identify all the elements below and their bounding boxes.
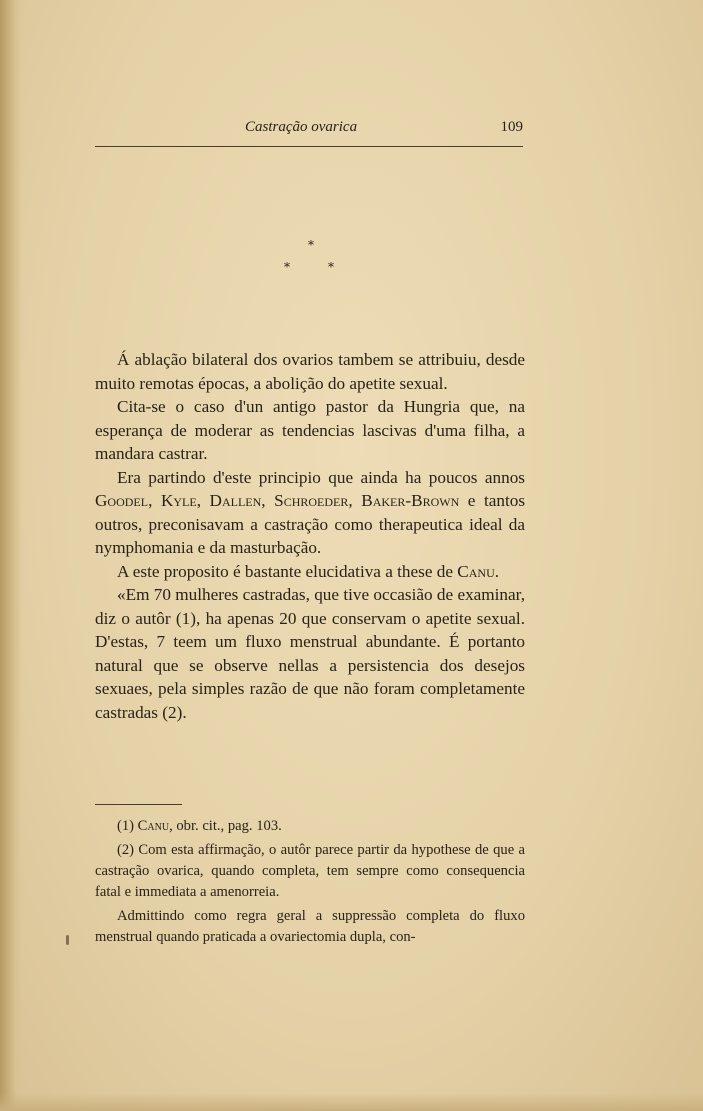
footnote-rule — [95, 804, 182, 805]
author-name: Goodel — [95, 491, 149, 510]
paragraph-1: Á ablação bilateral dos ovarios tambem se attribuiu, desde muito remotas épocas, a abolição do apetite sexual. — [95, 350, 525, 393]
ink-smudge — [66, 935, 69, 945]
author-name: Canu — [457, 561, 495, 581]
running-title: Castração ovarica — [245, 119, 358, 135]
paragraph-3: Era partindo d'este principio que ainda ha poucos annos Goodel, Kyle, Dallen, Schroeder, Baker-Brown e tantos outros, preconisavam a castração como therapeutica ideal da nymphomania e da masturbação. — [95, 467, 526, 557]
body-text — [95, 348, 525, 724]
paragraph-2: Cita-se o caso d'un antigo pastor da Hungria que, na esperança de moderar as tendencias lascivas d'uma filha, a mandara castrar. — [95, 397, 525, 463]
footnote-1 — [95, 816, 525, 837]
author-name: Dallen — [209, 491, 262, 510]
footnotes — [95, 816, 525, 948]
footnote-3: Admittindo como regra geral a suppressão completa do fluxo menstrual quando praticada a ovariectomia dupla, con- — [95, 908, 525, 945]
author-name: Baker-Brown — [361, 491, 460, 510]
asterism-star-left: * — [284, 260, 290, 274]
page-bottom-edge — [0, 1093, 703, 1111]
footnote-2: (2) Com esta affirmação, o autôr parece partir da hypothese de que a castração ovarica, quando completa, tem sempre como consequencia fatal e immediata a amenorreia. — [95, 842, 525, 900]
asterism-star-right: * — [328, 260, 334, 274]
section-break-asterism — [270, 238, 350, 278]
author-name: Kyle — [160, 491, 197, 510]
footnote-1-mark: (1) — [117, 818, 138, 834]
footnote-1-text: , obr. cit., pag. 103. — [169, 818, 282, 834]
paragraph-4-end: . — [494, 561, 500, 581]
page-header — [95, 119, 523, 143]
header-rule — [95, 146, 523, 147]
paragraph-4 — [95, 560, 525, 584]
paragraph-3-start: Era partindo d'este principio que ainda ha poucos annos — [117, 467, 525, 487]
paragraph-4-start: A este proposito é bastante elucidativa a these de — [117, 561, 458, 581]
page-number: 109 — [500, 119, 523, 135]
paragraph-5: «Em 70 mulheres castradas, que tive occasião de examinar, diz o autôr (1), ha apenas 20 que conservam o apetite sexual. D'estas, 7 teem um fluxo menstrual abundante. É portanto natural que se observe nellas a persistencia dos desejos sexuaes, pela simples razão de que não foram completamente castradas (2). — [95, 585, 525, 722]
author-name: Schroeder — [274, 491, 349, 510]
asterism-star-top: * — [308, 238, 314, 252]
page-binding-edge — [0, 0, 22, 1111]
footnote-1-author: Canu — [137, 818, 170, 834]
paragraph-3-end: e tantos outros, preconisavam a castração como therapeutica ideal da nymphomania e da masturbação. — [95, 491, 526, 557]
